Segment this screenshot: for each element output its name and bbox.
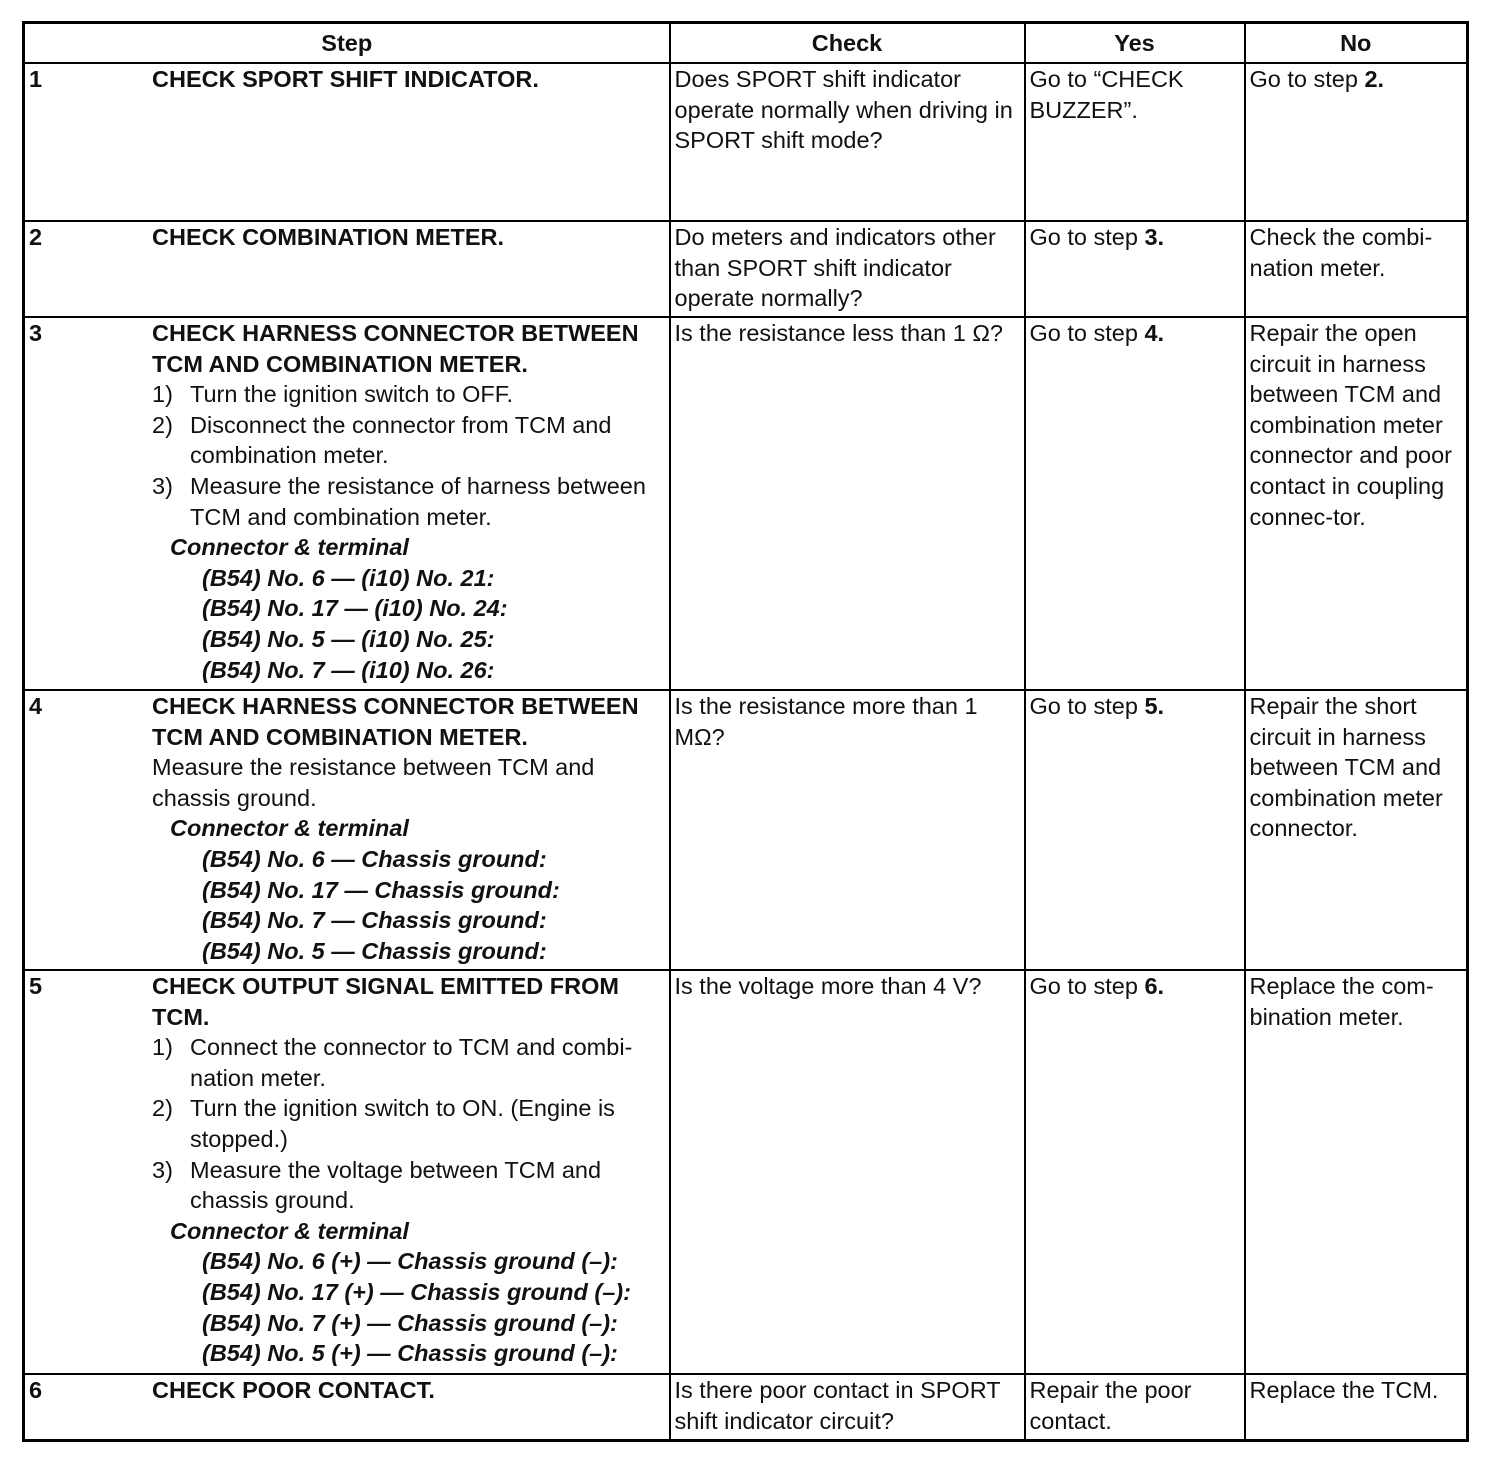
terminal-spec: (B54) No. 7 — (i10) No. 26: [202,656,495,683]
step-instruction: Measure the resistance between TCM and chassis ground. [152,754,595,811]
yes-cell: Repair the poor contact. [1025,1374,1245,1440]
step-title: CHECK COMBINATION METER. [152,224,505,250]
yes-cell [1025,970,1245,1374]
sub-step [152,1155,665,1216]
step-cell [24,221,670,317]
sub-step-num: 1) [152,1034,173,1061]
sub-step-num: 3) [152,472,173,499]
step-number: 6 [29,1377,43,1403]
yes-cell [1025,221,1245,317]
table-row [24,317,1468,690]
step-number: 2 [29,224,43,250]
step-title: CHECK SPORT SHIFT INDICATOR. [152,66,539,92]
sub-step-text: Measure the resistance of harness between TCM and combination meter. [190,472,646,530]
step-number: 5 [29,973,43,999]
no-cell: Check the combi-nation meter. [1245,221,1468,317]
sub-step-num: 3) [152,1156,173,1183]
terminal-spec: (B54) No. 6 — Chassis ground: [202,845,547,872]
sub-step [152,471,665,532]
sub-step [152,1093,665,1154]
step-cell [24,690,670,970]
no-cell: Replace the com-bination meter. [1245,970,1468,1374]
header-no: No [1245,23,1468,64]
connector-terminal-label: Connector & terminal [170,815,409,842]
step-cell [24,970,670,1374]
sub-step-text: Turn the ignition switch to ON. (Engine is stopped.) [190,1095,615,1152]
yes-step-ref: 5. [1144,693,1165,719]
terminal-spec: (B54) No. 17 — (i10) No. 24: [202,595,508,622]
check-cell: Is the resistance more than 1 MΩ? [670,690,1025,970]
yes-cell [1025,690,1245,970]
no-step-ref: 2. [1364,66,1385,92]
no-cell: Repair the short circuit in harness between TCM and combination meter connector. [1245,690,1468,970]
yes-cell: Go to “CHECK BUZZER”. [1025,63,1245,221]
step-title: CHECK HARNESS CONNECTOR BETWEEN TCM AND COMBINATION METER. [152,320,639,377]
yes-text: Go to step [1029,693,1145,719]
yes-text: Go to step [1029,973,1145,999]
header-check: Check [670,23,1025,64]
sub-step-num: 1) [152,381,173,408]
yes-text: Go to step [1029,224,1145,250]
sub-step-text: Turn the ignition switch to OFF. [190,381,514,408]
terminal-spec: (B54) No. 5 (+) — Chassis ground (–): [202,1340,618,1367]
sub-step [152,1032,665,1093]
yes-step-ref: 3. [1144,224,1165,250]
step-number: 1 [29,66,43,92]
sub-step-text: Connect the connector to TCM and combi-nation meter. [190,1034,633,1091]
table-row [24,1374,1468,1440]
yes-step-ref: 6. [1144,973,1165,999]
no-cell: Repair the open circuit in harness between TCM and combination meter connector and poor contact in coupling connec-tor. [1245,317,1468,690]
terminal-spec: (B54) No. 7 — Chassis ground: [202,907,547,934]
check-cell: Does SPORT shift indicator operate normally when driving in SPORT shift mode? [670,63,1025,221]
sub-step [152,410,665,471]
table-row [24,690,1468,970]
step-number: 3 [29,320,43,346]
sub-step-text: Disconnect the connector from TCM and combination meter. [190,411,612,469]
no-text: Go to step [1249,66,1365,92]
step-title: CHECK POOR CONTACT. [152,1377,435,1403]
terminal-spec: (B54) No. 7 (+) — Chassis ground (–): [202,1309,618,1336]
yes-cell [1025,317,1245,690]
step-title: CHECK OUTPUT SIGNAL EMITTED FROM TCM. [152,973,619,1030]
header-row [24,23,1468,64]
step-number: 4 [29,693,43,719]
check-cell: Is there poor contact in SPORT shift indicator circuit? [670,1374,1025,1440]
step-cell [24,1374,670,1440]
terminal-spec: (B54) No. 17 — Chassis ground: [202,876,560,903]
sub-step-text: Measure the voltage between TCM and chassis ground. [190,1156,602,1214]
table-row [24,970,1468,1374]
check-cell: Is the voltage more than 4 V? [670,970,1025,1374]
connector-terminal-label: Connector & terminal [170,1217,409,1244]
sub-step-num: 2) [152,1095,173,1122]
no-cell [1245,63,1468,221]
diagnostic-table [22,21,1469,1442]
yes-text: Go to step [1029,320,1145,346]
step-title: CHECK HARNESS CONNECTOR BETWEEN TCM AND COMBINATION METER. [152,693,639,750]
connector-terminal-label: Connector & terminal [170,534,409,561]
terminal-spec: (B54) No. 5 — (i10) No. 25: [202,625,495,652]
no-cell: Replace the TCM. [1245,1374,1468,1440]
table-row [24,221,1468,317]
terminal-spec: (B54) No. 6 (+) — Chassis ground (–): [202,1248,618,1275]
check-cell: Is the resistance less than 1 Ω? [670,317,1025,690]
sub-step-num: 2) [152,411,173,438]
terminal-spec: (B54) No. 6 — (i10) No. 21: [202,564,495,591]
step-cell [24,63,670,221]
header-yes: Yes [1025,23,1245,64]
yes-step-ref: 4. [1144,320,1165,346]
sub-step [152,379,665,410]
table-row [24,63,1468,221]
terminal-spec: (B54) No. 5 — Chassis ground: [202,937,547,964]
step-cell [24,317,670,690]
terminal-spec: (B54) No. 17 (+) — Chassis ground (–): [202,1278,631,1305]
header-step: Step [24,23,670,64]
check-cell: Do meters and indicators other than SPORT shift indicator operate normally? [670,221,1025,317]
